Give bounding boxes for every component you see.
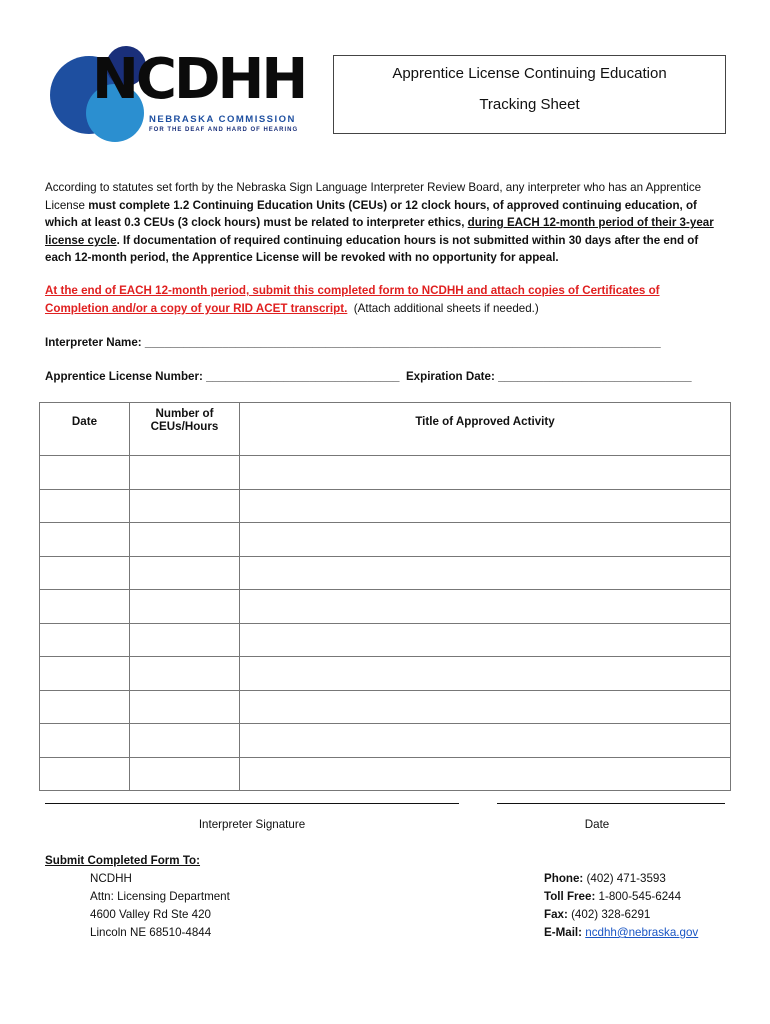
date-cell[interactable] xyxy=(40,590,130,624)
form-title: Apprentice License Continuing Education xyxy=(392,65,667,82)
notice-red-text: At the end of EACH 12-month period, submit this completed form to NCDHH and attach copies of Certificates of Completion and/or a copy of your RID ACET transcript. xyxy=(45,284,660,315)
table-row xyxy=(40,523,731,557)
form-subtitle: Tracking Sheet xyxy=(479,96,580,113)
table-row xyxy=(40,623,731,657)
table-row xyxy=(40,724,731,758)
date-cell[interactable] xyxy=(40,523,130,557)
activity-cell[interactable] xyxy=(240,456,731,490)
address-org: NCDHH xyxy=(90,872,132,885)
interpreter-name-field[interactable]: ________________________________________________________________________________ xyxy=(144,336,661,349)
signature-label: Interpreter Signature xyxy=(198,818,306,831)
ceus-cell[interactable] xyxy=(130,657,240,691)
date-cell[interactable] xyxy=(40,757,130,791)
date-line[interactable] xyxy=(497,803,725,804)
intro-text-d: . If documentation of required continuing education hours is not submitted within 30 days after the end of each 12-month period, the Apprentice License will be revoked with no opportunity for appeal. xyxy=(45,233,699,265)
submission-notice xyxy=(45,282,725,317)
submit-heading: Submit Completed Form To: xyxy=(45,854,201,867)
interpreter-name-row xyxy=(45,336,725,349)
intro-text-a: According to statutes set forth by the Nebraska Sign Language Interpreter Review Board, any interpreter who has an Apprentice License xyxy=(45,181,702,212)
contact-info xyxy=(544,870,698,942)
table-row xyxy=(40,590,731,624)
interpreter-name-label: Interpreter Name: xyxy=(45,336,145,349)
date-cell[interactable] xyxy=(40,690,130,724)
activity-cell[interactable] xyxy=(240,556,731,590)
activity-cell[interactable] xyxy=(240,590,731,624)
activity-cell[interactable] xyxy=(240,690,731,724)
activity-cell[interactable] xyxy=(240,523,731,557)
address-street: 4600 Valley Rd Ste 420 xyxy=(90,908,211,921)
header-ceus: Number of CEUs/Hours xyxy=(130,403,240,456)
ncdhh-logo xyxy=(46,46,306,146)
date-cell[interactable] xyxy=(40,724,130,758)
contact-tollfree: Toll Free: 1-800-545-6244 xyxy=(544,890,682,903)
table-row xyxy=(40,657,731,691)
notice-normal-text: (Attach additional sheets if needed.) xyxy=(347,301,539,315)
table-row xyxy=(40,757,731,791)
date-label: Date xyxy=(584,818,610,831)
ceus-cell[interactable] xyxy=(130,556,240,590)
expiration-date-label: Expiration Date: xyxy=(399,370,499,383)
ceu-tracking-table xyxy=(39,402,731,791)
table-row xyxy=(40,556,731,590)
address-city: Lincoln NE 68510-4844 xyxy=(90,926,212,939)
intro-text-b: must complete 1.2 Continuing Education Units (CEUs) or 12 clock hours, of approved continuing education, of which at least 0.3 CEUs (3 clock hours) must be related to interpreter ethics, xyxy=(45,198,697,230)
expiration-date-field[interactable]: ______________________________ xyxy=(498,370,692,383)
license-row xyxy=(45,370,725,383)
ceus-cell[interactable] xyxy=(130,523,240,557)
license-number-field[interactable]: ______________________________ xyxy=(206,370,400,383)
table-row xyxy=(40,690,731,724)
table-header-row xyxy=(40,403,731,456)
date-cell[interactable] xyxy=(40,623,130,657)
logo-tagline: FOR THE DEAF AND HARD OF HEARING xyxy=(149,127,299,133)
activity-cell[interactable] xyxy=(240,623,731,657)
intro-paragraph xyxy=(45,179,725,267)
logo-wordmark: NCDHH xyxy=(92,47,306,112)
header-title: Title of Approved Activity xyxy=(240,403,731,456)
logo-subtitle: NEBRASKA COMMISSION xyxy=(149,114,296,125)
date-cell[interactable] xyxy=(40,556,130,590)
contact-fax: Fax: (402) 328-6291 xyxy=(544,908,651,921)
ceus-cell[interactable] xyxy=(130,590,240,624)
date-cell[interactable] xyxy=(40,489,130,523)
ceus-cell[interactable] xyxy=(130,489,240,523)
ceus-cell[interactable] xyxy=(130,623,240,657)
intro-text-c: during EACH 12-month period of their 3-year license cycle xyxy=(45,216,714,247)
table-row xyxy=(40,489,731,523)
ceus-cell[interactable] xyxy=(130,456,240,490)
table-row xyxy=(40,456,731,490)
date-cell[interactable] xyxy=(40,456,130,490)
activity-cell[interactable] xyxy=(240,657,731,691)
title-box xyxy=(333,55,726,134)
signature-line[interactable] xyxy=(45,803,459,804)
submit-address xyxy=(45,852,230,942)
ceus-cell[interactable] xyxy=(130,690,240,724)
activity-cell[interactable] xyxy=(240,757,731,791)
address-attn: Attn: Licensing Department xyxy=(90,890,230,903)
email-link[interactable]: ncdhh@nebraska.gov xyxy=(585,926,699,939)
ceus-cell[interactable] xyxy=(130,724,240,758)
header-date: Date xyxy=(40,403,130,456)
activity-cell[interactable] xyxy=(240,489,731,523)
contact-email: E-Mail: ncdhh@nebraska.gov xyxy=(544,926,699,939)
date-cell[interactable] xyxy=(40,657,130,691)
license-number-label: Apprentice License Number: xyxy=(45,370,207,383)
contact-phone: Phone: (402) 471-3593 xyxy=(544,872,666,885)
activity-cell[interactable] xyxy=(240,724,731,758)
ceus-cell[interactable] xyxy=(130,757,240,791)
